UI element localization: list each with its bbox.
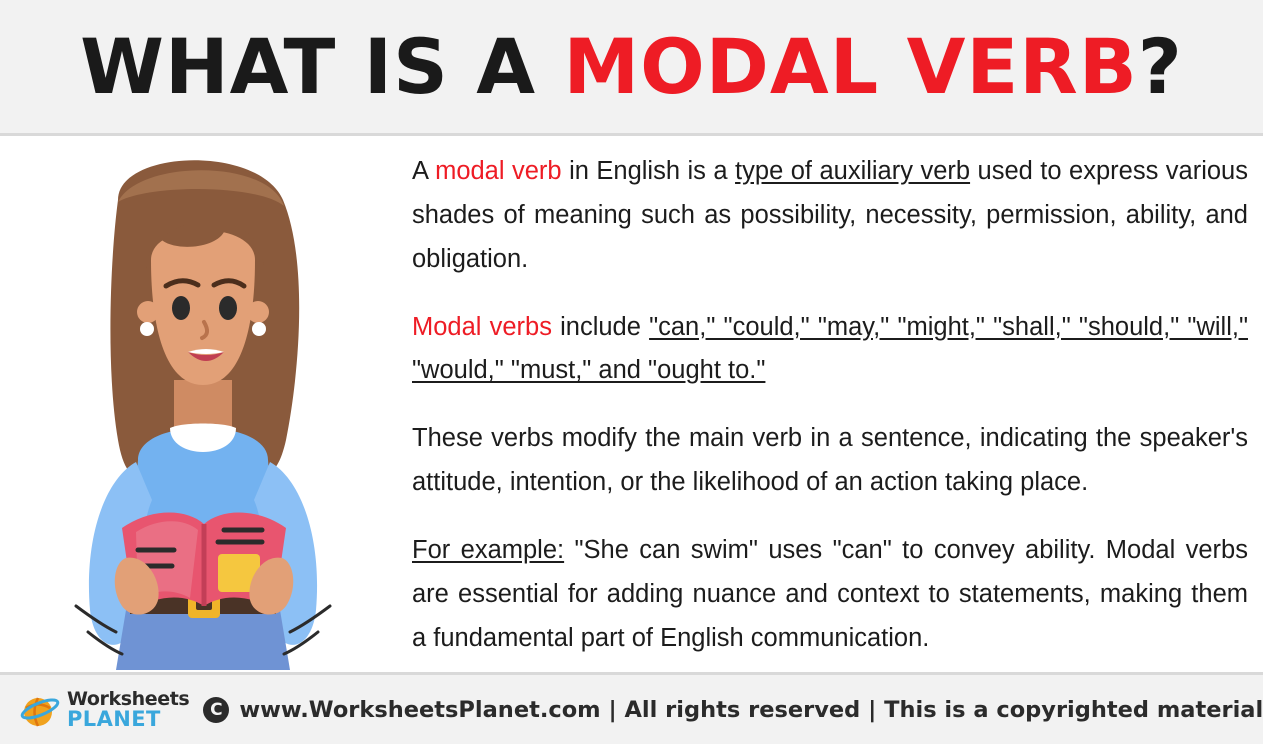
title-part-2: ?	[1137, 21, 1183, 111]
definition-content	[412, 150, 1248, 670]
p1-part-3: used to express various shades of meaning such as possibility, necessity, permission, ability, and obligation.	[412, 157, 1248, 273]
footer-bar	[0, 672, 1263, 744]
woman-reading-book-illustration	[18, 140, 388, 670]
p2-part-1: include	[551, 312, 650, 341]
globe-icon	[20, 690, 60, 730]
p1-underline-auxiliary-verb: type of auxiliary verb	[735, 157, 971, 185]
p4-part-1: "She can swim" uses "can" to convey ability. Modal verbs are essential for adding nuance and context to statements, making them a fundamental part of English communication.	[412, 536, 1248, 652]
p3-text: These verbs modify the main verb in a sentence, indicating the speaker's attitude, intention, or the likelihood of an action taking place.	[412, 424, 1248, 497]
worksheets-planet-logo	[20, 687, 190, 731]
p1-highlight-modal-verb: modal verb	[435, 157, 562, 185]
title-part-1: WHAT IS A	[80, 21, 564, 111]
logo-top-text: Worksheets	[67, 687, 190, 710]
paragraph-definition	[412, 150, 1248, 282]
p2-highlight-modal-verbs: Modal verbs	[412, 312, 552, 341]
p1-part-1: A	[412, 157, 436, 185]
p2-underline-modal-list: "can," "could," "may," "might," "shall," "should," "will," "would," "must," and "ought to."	[412, 312, 1248, 385]
paragraph-list	[412, 306, 1248, 394]
p4-underline-for-example: For example:	[412, 536, 565, 565]
page-title	[80, 21, 1183, 111]
logo-wordmark	[67, 687, 190, 731]
p1-part-2: in English is a	[561, 157, 736, 185]
title-bar	[0, 0, 1263, 136]
copyright-icon: C	[203, 697, 229, 723]
title-accent: MODAL VERB	[563, 21, 1138, 111]
paragraph-example	[412, 529, 1248, 661]
footer-credit-text: www.WorksheetsPlanet.com | All rights reserved | This is a copyrighted material	[239, 696, 1263, 723]
paragraph-function	[412, 417, 1248, 505]
logo-bottom-text: PLANET	[67, 706, 161, 731]
